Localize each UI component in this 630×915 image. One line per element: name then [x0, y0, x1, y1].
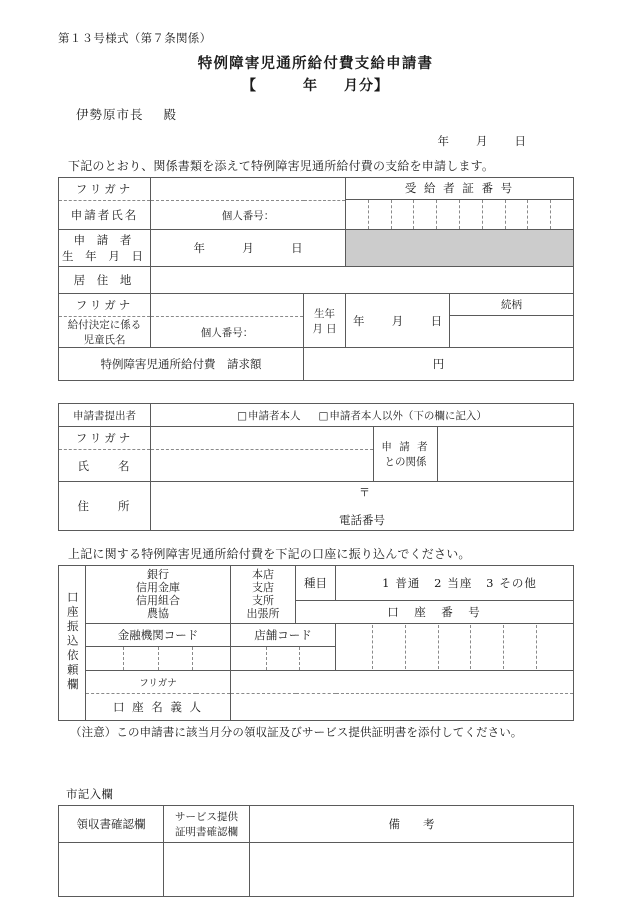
city-use-table — [58, 805, 574, 897]
applicant-birth-label-line2: 生 年 月 日 — [62, 249, 147, 263]
child-name-label — [59, 317, 151, 348]
code-label-row — [59, 624, 574, 647]
bank-code-digit-boxes[interactable] — [86, 647, 231, 671]
child-furigana-row — [59, 294, 574, 317]
account-digit-cell[interactable] — [504, 625, 537, 669]
cert-digit-cell[interactable] — [506, 200, 529, 229]
submitter-address-value[interactable] — [151, 482, 574, 531]
bank-kind-ginko[interactable]: 銀行 — [147, 568, 169, 581]
holder-name-label: 口 座 名 義 人 — [86, 694, 231, 721]
bank-kind-nokyo[interactable]: 農協 — [147, 606, 169, 620]
cert-digit-cell[interactable] — [369, 200, 392, 229]
submitter-name-label: 氏 名 — [59, 450, 151, 482]
service-cert-value[interactable] — [164, 843, 250, 897]
subtitle-bracket-open: 【 — [242, 78, 257, 94]
account-type-num-1: 1 — [382, 576, 390, 590]
applicant-furigana-value[interactable] — [151, 178, 346, 201]
account-digit-cell[interactable] — [439, 625, 472, 669]
account-type-word-1[interactable]: 普通 — [395, 576, 421, 590]
branch-kind-shiten[interactable]: 支店 — [252, 580, 274, 594]
branch-kind-shisho[interactable]: 支所 — [252, 593, 274, 607]
holder-furigana-label: フリガナ — [86, 671, 231, 694]
cert-digit-cell[interactable] — [551, 200, 573, 229]
recipient-cert-header-cell — [346, 178, 574, 230]
applicant-birth-month: 月 — [242, 241, 254, 255]
period-subtitle — [58, 75, 573, 95]
bank-code-digit-cell[interactable] — [124, 647, 158, 670]
tel-label: 電話番号 — [339, 513, 385, 527]
subtitle-month-label: 月分 — [344, 78, 374, 94]
cert-digit-cell[interactable] — [483, 200, 506, 229]
branch-kind-options[interactable] — [231, 566, 296, 624]
checkbox-other[interactable]: □ 申請者本人以外（下の欄に記入） — [319, 410, 487, 422]
account-digit-cell[interactable] — [340, 625, 373, 669]
submitter-options — [151, 404, 574, 427]
submission-date-line — [58, 133, 527, 149]
account-type-word-2[interactable]: 当座 — [447, 576, 473, 590]
child-birth-month: 月 — [391, 313, 404, 328]
applicant-residence-value[interactable] — [151, 267, 574, 294]
submitter-furigana-value[interactable] — [151, 427, 374, 450]
bank-code-label: 金融機関コード — [86, 624, 231, 647]
claim-amount-unit: 円 — [432, 357, 445, 371]
applicant-name-label: 申請者氏名 — [59, 201, 151, 230]
submitter-furigana-row — [59, 427, 574, 450]
child-birth-date-field[interactable] — [346, 294, 450, 348]
account-type-num-2: 2 — [434, 576, 442, 590]
child-birth-year: 年 — [352, 313, 365, 328]
receipt-check-value[interactable] — [59, 843, 164, 897]
claim-amount-label: 特例障害児通所給付費 請求額 — [59, 348, 304, 381]
service-cert-label — [164, 806, 250, 843]
city-header-row — [59, 806, 574, 843]
cert-digit-cell[interactable] — [437, 200, 460, 229]
service-cert-label-line1: サービス提供 — [175, 811, 238, 823]
store-code-label: 店舗コード — [231, 624, 336, 647]
bank-vertical-label-cell — [59, 566, 86, 721]
applicant-furigana-label: フリガナ — [59, 178, 151, 201]
addressee-line — [76, 105, 573, 123]
submitter-relation-value[interactable] — [438, 427, 574, 482]
applicant-birth-label-line1: 申 請 者 — [73, 233, 136, 247]
applicant-birth-day: 日 — [291, 241, 303, 255]
store-code-digit-cell[interactable] — [267, 647, 299, 670]
relation-label: 続柄 — [450, 296, 573, 316]
date-month-label: 月 — [476, 134, 489, 148]
submitter-relation-label-line2: との関係 — [384, 456, 427, 468]
form-number: 第１３号様式（第７条関係） — [58, 31, 212, 45]
shaded-blocked-cell — [346, 230, 574, 267]
account-type-num-3: 3 — [486, 576, 494, 590]
addressee-honorific: 殿 — [163, 107, 178, 122]
bank-vertical-label: 口座振込依頼欄 — [65, 590, 80, 693]
holder-name-value[interactable] — [231, 694, 574, 721]
page-title: 特例障害児通所給付費支給申請書 — [197, 55, 434, 72]
account-type-options[interactable] — [336, 566, 574, 601]
holder-furigana-row — [59, 671, 574, 694]
bank-kind-row — [59, 566, 574, 601]
branch-kind-shutchojo[interactable]: 出張所 — [246, 606, 280, 620]
child-my-number-field[interactable] — [151, 317, 304, 348]
applicant-residence-label: 居 住 地 — [59, 267, 151, 294]
account-type-word-3[interactable]: その他 — [499, 576, 537, 590]
postal-code-mark — [151, 482, 573, 500]
applicant-birth-row — [59, 230, 574, 267]
store-code-digit-cell[interactable] — [235, 647, 267, 670]
addressee-name: 伊勢原市長 — [76, 107, 144, 122]
receipt-check-label: 領収書確認欄 — [59, 806, 164, 843]
cert-digit-cell[interactable] — [392, 200, 415, 229]
submitter-address-row — [59, 482, 574, 531]
branch-kind-honten[interactable]: 本店 — [252, 568, 274, 581]
applicant-birth-year: 年 — [193, 241, 205, 255]
submitter-relation-label-line1: 申 請 者 — [381, 441, 430, 453]
bank-kind-options[interactable] — [86, 566, 231, 624]
applicant-my-number-field[interactable] — [151, 201, 346, 230]
recipient-cert-label: 受 給 者 証 番 号 — [346, 178, 573, 200]
account-number-digit-boxes[interactable] — [336, 624, 574, 671]
submitter-relation-label — [374, 427, 438, 482]
account-digit-cell[interactable] — [373, 625, 406, 669]
bank-code-digit-cell[interactable] — [159, 647, 193, 670]
service-cert-label-line2: 証明書確認欄 — [175, 826, 238, 838]
bank-transfer-table — [58, 565, 574, 721]
account-digit-cell[interactable] — [537, 625, 569, 669]
recipient-cert-digit-boxes[interactable] — [346, 200, 573, 229]
bank-kind-shinkumi[interactable]: 信用組合 — [136, 593, 180, 607]
submitter-table — [58, 403, 574, 531]
child-name-label-line1: 給付決定に係る — [67, 319, 142, 331]
account-type-label: 種目 — [296, 566, 336, 601]
remarks-value[interactable] — [250, 843, 574, 897]
subtitle-bracket-close: 】 — [374, 78, 389, 94]
submitter-label: 申請書提出者 — [59, 404, 151, 427]
date-year-label: 年 — [437, 134, 450, 148]
holder-furigana-value[interactable] — [231, 671, 574, 694]
date-day-label: 日 — [514, 134, 527, 148]
submitter-furigana-label: フリガナ — [59, 427, 151, 450]
submitter-name-value[interactable] — [151, 450, 374, 482]
account-digit-cell[interactable] — [406, 625, 439, 669]
relation-cell — [450, 294, 574, 348]
child-furigana-value[interactable] — [151, 294, 304, 317]
holder-name-row — [59, 694, 574, 721]
account-number-label: 口 座 番 号 — [296, 601, 574, 624]
applicant-residence-row — [59, 267, 574, 294]
child-name-label-line2: 児童氏名 — [83, 334, 126, 346]
submitter-kind-row — [59, 404, 574, 427]
bank-kind-shinkin[interactable]: 信用金庫 — [136, 580, 180, 594]
cert-digit-cell[interactable] — [346, 200, 369, 229]
remarks-label: 備 考 — [250, 806, 574, 843]
applicant-furigana-row — [59, 178, 574, 201]
cert-digit-cell[interactable] — [528, 200, 551, 229]
account-digit-cell[interactable] — [471, 625, 504, 669]
submitter-address-label: 住 所 — [59, 482, 151, 531]
city-section-label: 市記入欄 — [66, 787, 114, 801]
store-code-digit-boxes[interactable] — [231, 647, 336, 671]
lead-statement: 下記のとおり、関係書類を添えて特例障害児通所給付費の支給を申請します。 — [68, 159, 495, 173]
cert-digit-cell[interactable] — [414, 200, 437, 229]
bank-code-digit-cell[interactable] — [193, 647, 226, 670]
relation-value[interactable] — [450, 316, 573, 345]
form-body — [58, 30, 573, 897]
child-birth-day: 日 — [430, 313, 443, 328]
child-my-number-label: 個人番号： — [200, 326, 254, 339]
child-birth-label — [304, 294, 346, 348]
claim-amount-row — [59, 348, 574, 381]
applicant-my-number-label: 個人番号： — [221, 209, 275, 222]
child-furigana-label: フリガナ — [59, 294, 151, 317]
child-birth-label-line1: 生年 — [314, 307, 335, 320]
subtitle-year-label: 年 — [303, 78, 318, 94]
cert-digit-cell[interactable] — [460, 200, 483, 229]
bank-code-digit-cell[interactable] — [90, 647, 124, 670]
child-birth-label-line2: 月 日 — [312, 322, 337, 335]
bank-lead-statement: 上記に関する特例障害児通所給付費を下記の口座に振り込んでください。 — [68, 547, 471, 561]
applicant-birth-date-field[interactable] — [151, 230, 346, 267]
attachment-notice: （注意）この申請書に該当月分の領収証及びサービス提供証明書を添付してください。 — [70, 725, 523, 739]
city-values-row — [59, 843, 574, 897]
checkbox-self[interactable]: □ 申請者本人 — [237, 410, 300, 422]
claim-amount-field[interactable] — [304, 348, 574, 381]
applicant-birth-label — [59, 230, 151, 267]
store-code-digit-cell[interactable] — [300, 647, 331, 670]
applicant-table — [58, 177, 574, 381]
